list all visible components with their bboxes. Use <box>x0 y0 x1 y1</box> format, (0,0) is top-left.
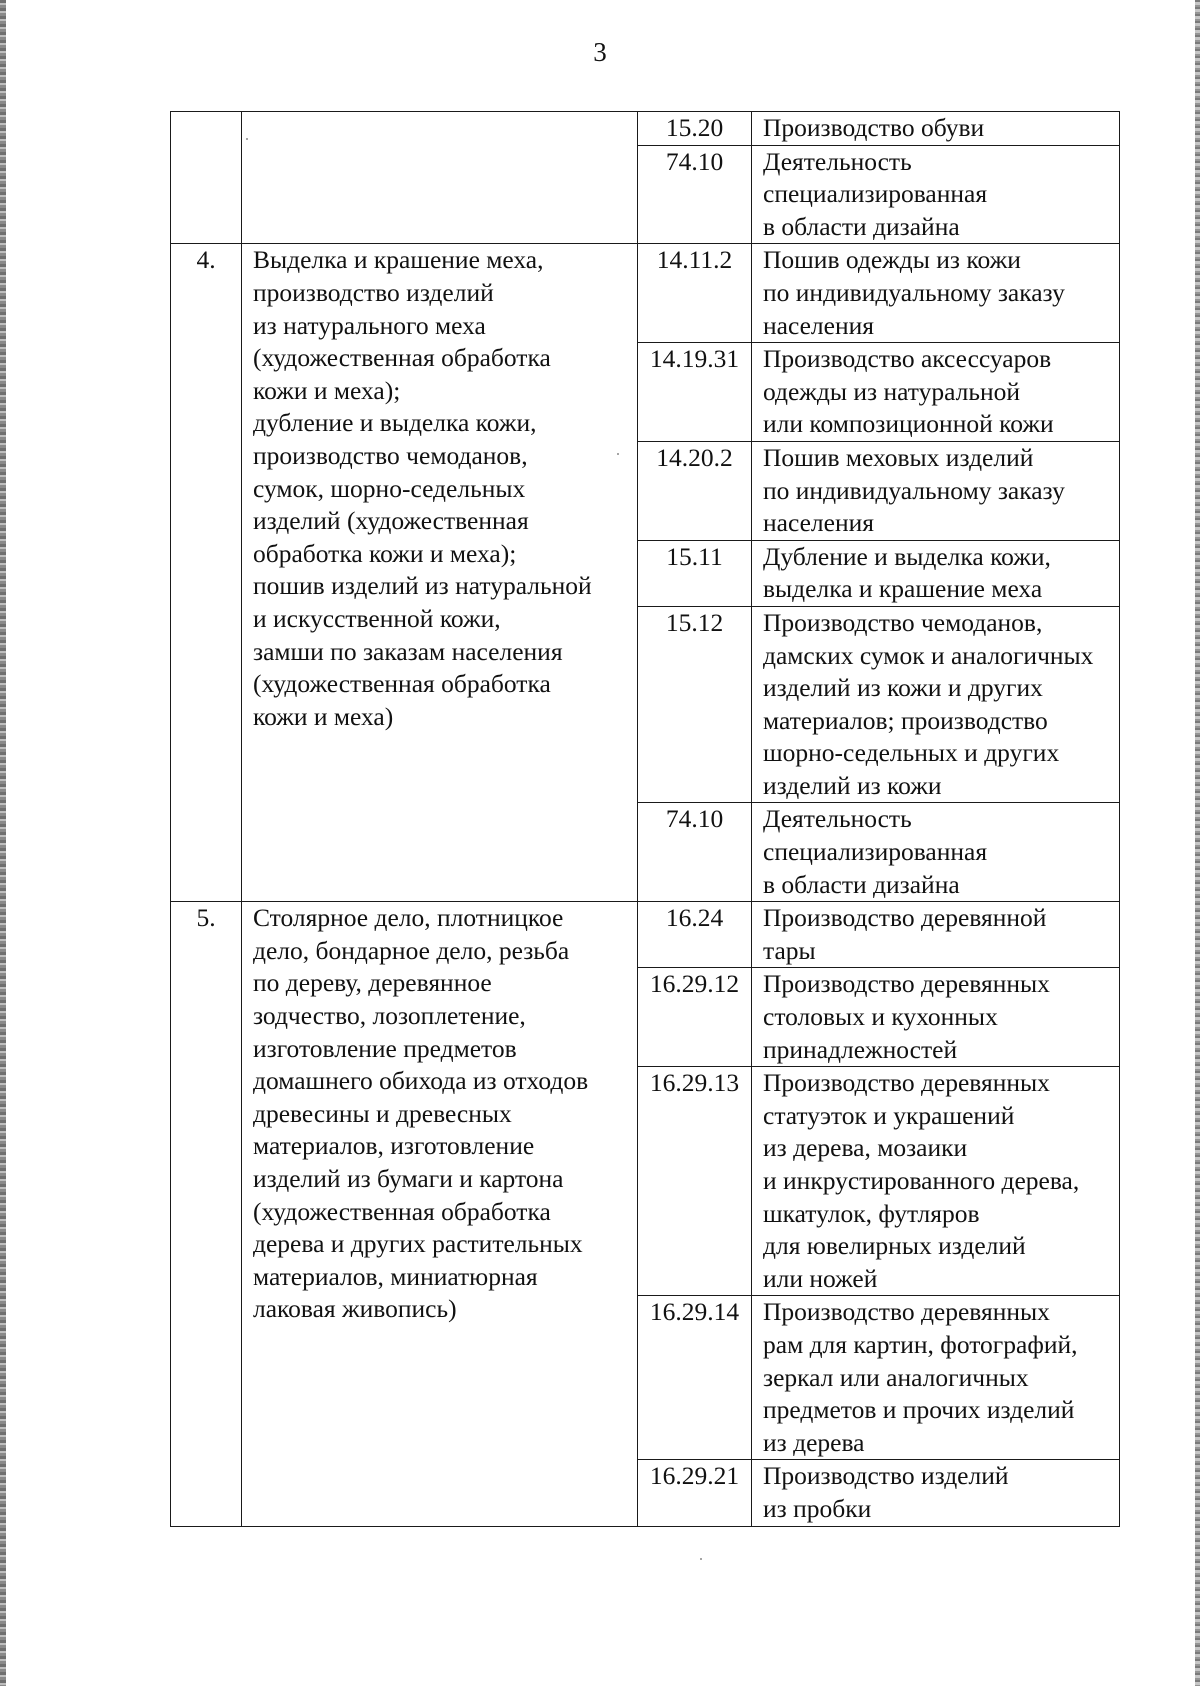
activity-description-cell <box>752 968 1120 1067</box>
activity-table-body <box>171 112 1120 1527</box>
scan-speck <box>246 138 248 140</box>
craft-description-line: Столярное дело, плотницкое <box>253 903 564 933</box>
craft-description-cell <box>242 112 638 244</box>
okved-code-cell: 74.10 <box>638 145 752 244</box>
craft-description-line: материалов, изготовление <box>253 1131 535 1161</box>
scan-speck <box>617 453 619 455</box>
okved-code-cell: 16.29.12 <box>638 968 752 1067</box>
craft-description-line: производство чемоданов, <box>253 440 528 470</box>
activity-description-line: Деятельность <box>763 146 912 176</box>
craft-description-line: материалов, миниатюрная <box>253 1261 538 1291</box>
activity-description-line: Производство деревянных <box>763 1068 1050 1098</box>
activity-description-cell <box>752 1296 1120 1460</box>
activity-description-line: предметов и прочих изделий <box>763 1395 1075 1425</box>
craft-description-line: дерева и других растительных <box>253 1229 583 1259</box>
activity-description-cell <box>752 606 1120 803</box>
activity-description-line: материалов; производство <box>763 705 1048 735</box>
activity-table <box>170 111 1120 1527</box>
activity-description-cell <box>752 441 1120 540</box>
craft-description-line: кожи и меха); <box>253 375 401 405</box>
activity-description-cell <box>752 540 1120 606</box>
activity-description-line: населения <box>763 508 874 538</box>
activity-description-line: дамских сумок и аналогичных <box>763 640 1094 670</box>
activity-description-line: специализированная <box>763 837 988 867</box>
table-row <box>171 112 1120 146</box>
craft-description-line: дубление и выделка кожи, <box>253 408 537 438</box>
activity-description-line: шорно-седельных и других <box>763 738 1060 768</box>
activity-description-line: Производство чемоданов, <box>763 607 1043 637</box>
activity-description-line: Деятельность <box>763 804 912 834</box>
activity-description-line: из дерева, мозаики <box>763 1133 968 1163</box>
row-number-cell: 4. <box>171 244 242 902</box>
activity-description-line: Пошив меховых изделий <box>763 442 1034 472</box>
activity-description-line: статуэток и украшений <box>763 1100 1015 1130</box>
activity-description-line: населения <box>763 310 874 340</box>
activity-description-line: столовых и кухонных <box>763 1002 998 1032</box>
craft-description-line: изделий из бумаги и картона <box>253 1164 564 1193</box>
activity-description-line: по индивидуальному заказу <box>763 277 1065 307</box>
craft-description-cell <box>242 244 638 902</box>
craft-description-line: лаковая живопись) <box>253 1294 457 1324</box>
activity-description-line: по индивидуальному заказу <box>763 475 1065 505</box>
activity-description-line: в области дизайна <box>763 211 960 241</box>
activity-description-cell <box>752 803 1120 902</box>
activity-description-line: рам для картин, фотографий, <box>763 1329 1078 1359</box>
activity-description-cell <box>752 244 1120 343</box>
activity-description-cell <box>752 145 1120 244</box>
craft-description-line: Выделка и крашение меха, <box>253 245 544 275</box>
craft-description-line: дело, бондарное дело, резьба <box>253 935 570 965</box>
okved-code-cell: 16.29.21 <box>638 1460 752 1526</box>
activity-description-line: и инкрустированного дерева, <box>763 1166 1080 1195</box>
okved-code-cell: 14.20.2 <box>638 441 752 540</box>
scan-edge-right <box>1195 0 1200 1686</box>
activity-description-line: или композиционной кожи <box>763 409 1054 439</box>
okved-code-cell: 16.29.13 <box>638 1067 752 1296</box>
activity-description-cell <box>752 112 1120 146</box>
activity-description-line: тары <box>763 935 816 965</box>
activity-description-cell <box>752 1460 1120 1526</box>
craft-description-line: кожи и меха) <box>253 701 394 731</box>
craft-description-line: изготовление предметов <box>253 1033 517 1063</box>
activity-description-line: одежды из натуральной <box>763 376 1021 406</box>
scan-edge-left <box>0 0 6 1686</box>
activity-description-line: Производство деревянных <box>763 1297 1050 1327</box>
activity-description-line: Производство обуви <box>763 113 985 142</box>
craft-description-line: зодчество, лозоплетение, <box>253 1001 526 1031</box>
okved-code-cell: 14.11.2 <box>638 244 752 343</box>
craft-description-line: и искусственной кожи, <box>253 603 501 633</box>
craft-description-line: по дереву, деревянное <box>253 968 492 998</box>
row-number-cell <box>171 112 242 244</box>
activity-description-line: Производство изделий <box>763 1461 1009 1491</box>
okved-code-cell: 14.19.31 <box>638 343 752 442</box>
craft-description-line: (художественная обработка <box>253 1196 551 1226</box>
activity-description-line: Производство деревянных <box>763 969 1050 999</box>
craft-description-line: (художественная обработка <box>253 669 551 699</box>
craft-description-line: пошив изделий из натуральной <box>253 571 592 601</box>
activity-description-cell <box>752 902 1120 968</box>
okved-code-cell: 16.29.14 <box>638 1296 752 1460</box>
okved-code-cell: 74.10 <box>638 803 752 902</box>
table-row <box>171 902 1120 968</box>
scan-speck <box>700 1558 702 1560</box>
activity-description-line: шкатулок, футляров <box>763 1198 980 1228</box>
okved-code-cell: 15.12 <box>638 606 752 803</box>
craft-description-line: древесины и древесных <box>253 1098 512 1128</box>
activity-description-line: зеркал или аналогичных <box>763 1362 1029 1392</box>
craft-description-line: домашнего обихода из отходов <box>253 1066 589 1096</box>
activity-description-line: для ювелирных изделий <box>763 1231 1026 1261</box>
activity-description-line: Производство аксессуаров <box>763 344 1052 374</box>
activity-description-line: выделка и крашение меха <box>763 574 1043 604</box>
okved-code-cell: 16.24 <box>638 902 752 968</box>
page-number: 3 <box>593 37 607 67</box>
activity-description-line: Дубление и выделка кожи, <box>763 541 1051 571</box>
craft-description-line: производство изделий <box>253 277 494 307</box>
craft-description-line: изделий (художественная <box>253 506 529 536</box>
activity-description-line: или ножей <box>763 1263 878 1293</box>
craft-description-cell <box>242 902 638 1526</box>
craft-description-line: (художественная обработка <box>253 343 551 373</box>
craft-description-line: обработка кожи и меха); <box>253 538 517 568</box>
activity-description-line: принадлежностей <box>763 1034 958 1064</box>
activity-description-line: изделий из кожи <box>763 770 942 800</box>
craft-description-line: из натурального меха <box>253 310 486 340</box>
activity-description-line: в области дизайна <box>763 869 960 899</box>
activity-description-line: из пробки <box>763 1493 872 1523</box>
okved-code-cell: 15.11 <box>638 540 752 606</box>
activity-description-line: Пошив одежды из кожи <box>763 245 1021 275</box>
row-number-cell: 5. <box>171 902 242 1526</box>
activity-description-line: из дерева <box>763 1427 865 1457</box>
table-row <box>171 244 1120 343</box>
activity-description-line: Производство деревянной <box>763 903 1047 933</box>
activity-description-line: специализированная <box>763 179 988 209</box>
craft-description-line: замши по заказам населения <box>253 636 563 666</box>
activity-description-cell <box>752 343 1120 442</box>
activity-description-line: изделий из кожи и других <box>763 673 1043 703</box>
activity-description-cell <box>752 1067 1120 1296</box>
craft-description-line: сумок, шорно-седельных <box>253 473 526 503</box>
okved-code-cell: 15.20 <box>638 112 752 146</box>
